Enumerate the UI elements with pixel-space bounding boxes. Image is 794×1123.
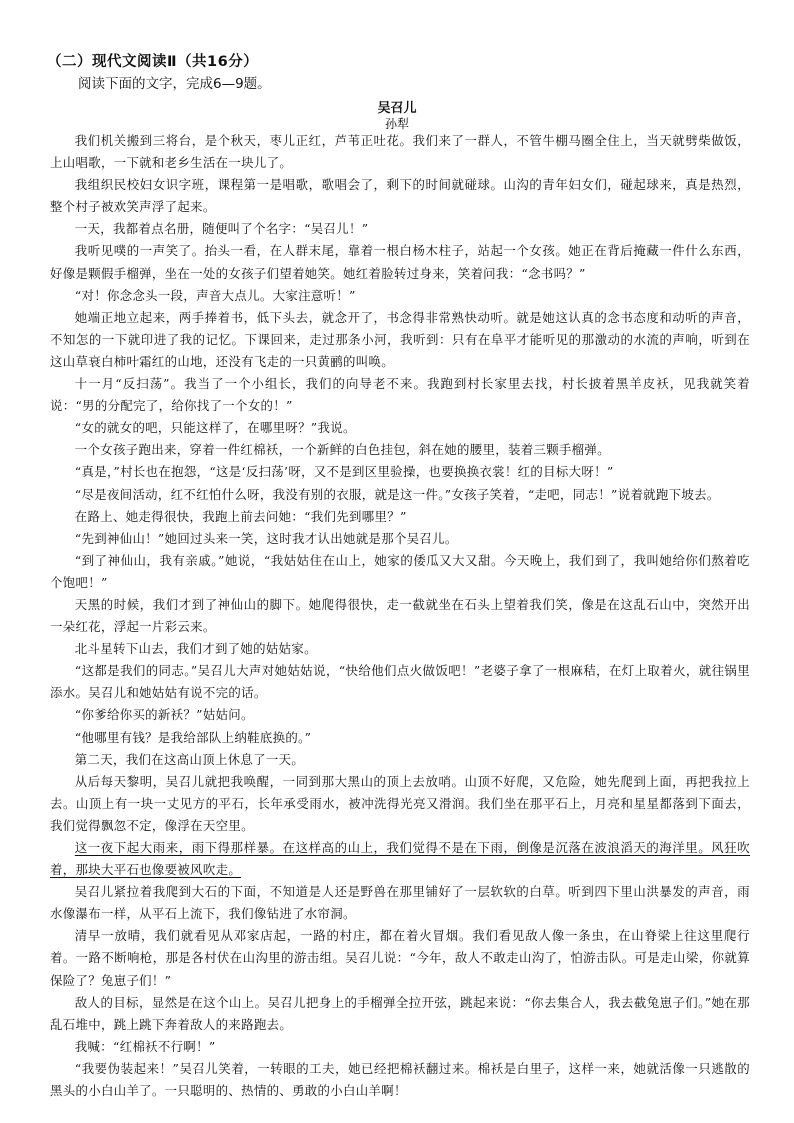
paragraph: “真是，”村长也在抱怨，“这是‘反扫荡’呀，又不是到区里验操，也要换换衣裳！红的目标大呀！” — [74, 464, 614, 480]
paragraph: 敌人的目标，显然是在这个山上。吴召儿把身上的手榴弹全拉开弦，跳起来说：“你去集合人，我去截兔崽子们。”她在那乱石堆中，跳上跳下奔着敌人的来路跑去。 — [50, 994, 750, 1032]
paragraph: 她端正地立起来，两手捧着书，低下头去，就念开了，书念得非常熟快动听。就是她这认真的念书态度和动听的声音，不知怎的一下就印进了我的记忆。下课回来，走过那条小河，我听到：只有在阜平才能听见的那激动的水流的声响，听到在这山草衰白柿叶霜红的山地，还没有飞走的一只黄鹂的叫唤。 — [50, 309, 750, 369]
underlined-paragraph: 这一夜下起大雨来，雨下得那样暴。在这样高的山上，我们觉得不是在下雨，倒像是沉落在波浪滔天的海洋里。风狂吹着，那块大平石也像要被风吹走。 — [50, 840, 750, 878]
paragraph: 我听见噗的一声笑了。抬头一看，在人群末尾，靠着一根白杨木柱子，站起一个女孩。她正在背后掩藏一件什么东西，好像是颗假手榴弹，坐在一处的女孩子们望着她笑。她红着脸转过身来，笑着问我：“念书吗？” — [50, 243, 750, 281]
paragraph: “对！你念念头一段，声音大点儿。大家注意听！” — [74, 287, 356, 303]
paragraph: “你爹给你买的新袄？”姑姑问。 — [74, 707, 254, 723]
paragraph: 我们机关搬到三将台，是个秋天，枣儿正红，芦苇正吐花。我们来了一群人，不管牛棚马圈全住上，当天就劈柴做饭，上山唱歌，一下就和老乡生活在一块儿了。 — [50, 133, 750, 171]
paragraph: 十一月“反扫荡”。我当了一个小组长，我们的向导老不来。我跑到村长家里去找，村长披着黑羊皮袄，见我就笑着说：“男的分配完了，给你找了一个女的！” — [50, 376, 750, 414]
paragraph: “女的就女的吧，只能这样了，在哪里呀？”我说。 — [74, 420, 356, 436]
paragraph: “尽是夜间活动，红不红怕什么呀，我没有别的衣服，就是这一件。”女孩子笑着，“走吧，同志！”说着就跑下坡去。 — [74, 486, 720, 502]
story-title: 吴召儿 — [377, 101, 417, 116]
paragraph: 吴召儿紧拉着我爬到大石的下面，不知道是人还是野兽在那里铺好了一层软软的白草。听到四下里山洪暴发的声音，雨水像瀑布一样，从平石上流下，我们像钻进了水帘洞。 — [50, 884, 750, 922]
paragraph: 天黑的时候，我们才到了神仙山的脚下。她爬得很快，走一截就坐在石头上望着我们笑，像是在这乱石山中，突然开出一朵红花，浮起一片彩云来。 — [50, 596, 750, 635]
paragraph: 从后每天黎明，吴召儿就把我唤醒，一同到那大黑山的顶上去放哨。山顶不好爬，又危险，她先爬到上面，再把我拉上去。山顶上有一块一丈见方的平石，长年承受雨水，被冲洗得光亮又滑润。我们坐在那平石上，月亮和星星都落到下面去，我们觉得飘忽不定，像浮在天空里。 — [50, 773, 750, 833]
paragraph: 我组织民校妇女识字班，课程第一是唱歌，歌唱会了，剩下的时间就碰球。山沟的青年妇女们，碰起球来，真是热烈，整个村子被欢笑声浮了起来。 — [50, 177, 750, 215]
paragraph: “他哪里有钱？是我给部队上纳鞋底换的。” — [74, 729, 312, 745]
paragraph: 一个女孩子跑出来，穿着一件红棉袄，一个新鲜的白色挂包，斜在她的腰里，装着三颗手榴弹。 — [74, 442, 610, 458]
paragraph: “先到神仙山！”她回过头来一笑，这时我才认出她就是那个吴召儿。 — [74, 530, 458, 546]
paragraph: 一天，我都着点名册，随便叫了个名字：“吴召儿！” — [74, 221, 369, 237]
paragraph: “到了神仙山，我有亲戚。”她说，“我姑姑住在山上，她家的倭瓜又大又甜。今天晚上，我们到了，我叫她给你们熬着吃个饱吧！” — [50, 552, 750, 590]
paragraph: “我要伪装起来！”吴召儿笑着，一转眼的工夫，她已经把棉袄翻过来。棉袄是白里子，这样一来，她就活像一只逃散的黑头的小白山羊了。一只聪明的、热情的、勇敢的小白山羊啊！ — [50, 1060, 750, 1099]
reading-instruction: 阅读下面的文字，完成6—9题。 — [78, 76, 271, 92]
paragraph: 我喊：“红棉袄不行啊！” — [74, 1038, 216, 1054]
paragraph: 第二天，我们在这高山顶上休息了一天。 — [74, 751, 305, 767]
story-body — [50, 130, 750, 1102]
paragraph: 北斗星转下山去，我们才到了她的姑姑家。 — [74, 641, 317, 657]
paragraph: 清早一放晴，我们就看见从邓家店起，一路的村庄，都在着火冒烟。我们看见敌人像一条虫，在山脊梁上往这里爬行着。一路不断响枪，那是各村伏在山沟里的游击组。吴召儿说：“今年，敌人不敢走山沟了，怕游击队。可是走山梁，你就算保险了？兔崽子们！” — [50, 928, 750, 988]
paragraph: “这都是我们的同志。”吴召儿大声对她姑姑说，“快给他们点火做饭吧！”老婆子拿了一根麻秸，在灯上取着火，就往锅里添水。吴召儿和她姑姑有说不完的话。 — [50, 663, 750, 701]
story-author: 孙犁 — [384, 117, 409, 131]
paragraph: 在路上、她走得很快，我跑上前去问她：“我们先到哪里？” — [74, 508, 407, 524]
section-title: （二）现代文阅读Ⅱ（共16分） — [47, 54, 259, 70]
